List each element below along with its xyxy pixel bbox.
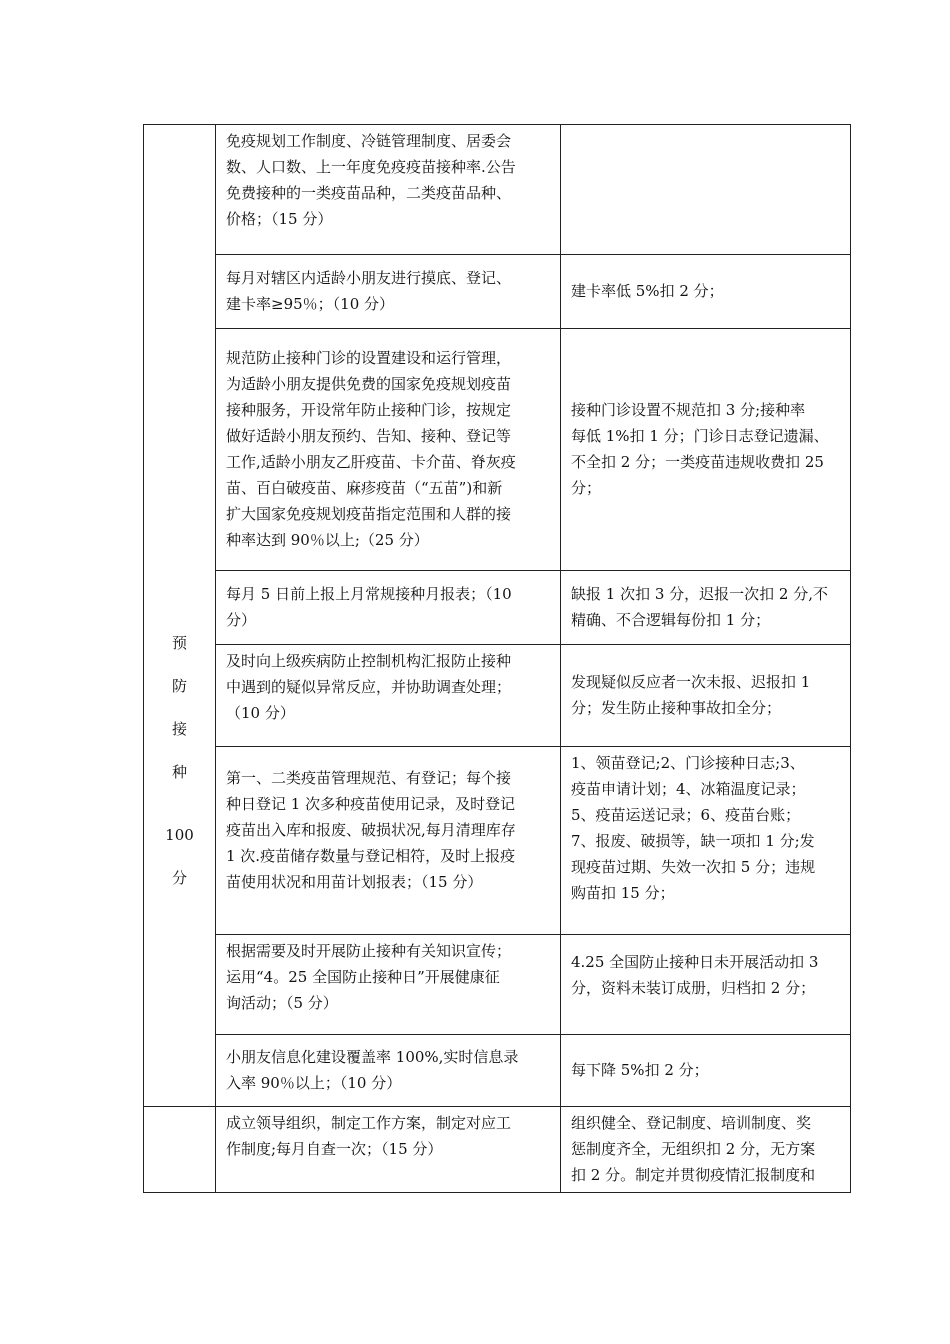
category-score: 100 — [165, 825, 194, 844]
requirement-cell: 规范防止接种门诊的设置建设和运行管理， 为适龄小朋友提供免费的国家免疫规划疫苗 接种服务，开设常年防止接种门诊，按规定 做好适龄小朋友预约、告知、接种、登记等 工作,适龄小朋友乙肝疫苗、卡介苗、脊灰疫 苗、百白破疫苗、麻疹疫苗（“五苗”)和新 扩大国家免疫规划疫苗指定范围和人群的接 种率达到 90％以上;（25 分） — [216, 329, 561, 571]
category-cell — [144, 1107, 216, 1193]
requirement-cell: 每月对辖区内适龄小朋友进行摸底、登记、 建卡率≥95％；（10 分） — [216, 255, 561, 329]
requirement-cell: 免疫规划工作制度、冷链管理制度、居委会 数、人口数、上一年度免疫疫苗接种率.公告 免费接种的一类疫苗品种，二类疫苗品种、 价格；（15 分） — [216, 125, 561, 255]
deduction-cell: 建卡率低 5%扣 2 分； — [561, 255, 851, 329]
deduction-cell: 组织健全、登记制度、培训制度、奖 惩制度齐全，无组织扣 2 分，无方案 扣 2 分。制定并贯彻疫情汇报制度和 — [561, 1107, 851, 1193]
requirement-cell: 成立领导组织，制定工作方案，制定对应工 作制度;每月自查一次；（15 分） — [216, 1107, 561, 1193]
table-row — [144, 747, 851, 935]
deduction-cell: 发现疑似反应者一次未报、迟报扣 1 分；发生防止接种事故扣全分； — [561, 645, 851, 747]
deduction-cell: 缺报 1 次扣 3 分，迟报一次扣 2 分,不 精确、不合逻辑每份扣 1 分； — [561, 571, 851, 645]
category-char: 种 — [171, 762, 187, 781]
category-char: 接 — [171, 719, 187, 738]
table-row — [144, 1035, 851, 1107]
requirement-cell: 及时向上级疾病防止控制机构汇报防止接种 中遇到的疑似异常反应，并协助调查处理； （10 分） — [216, 645, 561, 747]
table-row — [144, 329, 851, 571]
table-row — [144, 255, 851, 329]
deduction-cell: 1、领苗登记;2、门诊接种日志;3、 疫苗申请计划；4、冰箱温度记录； 5、疫苗运送记录；6、疫苗台账； 7、报废、破损等，缺一项扣 1 分;发 现疫苗过期、失效一次扣 5 分；违规 购苗扣 15 分； — [561, 747, 851, 935]
requirement-cell: 根据需要及时开展防止接种有关知识宣传； 运用“4。25 全国防止接种日”开展健康征 询活动；（5 分） — [216, 935, 561, 1035]
category-score-unit: 分 — [171, 868, 187, 887]
table-row — [144, 125, 851, 255]
deduction-cell: 接种门诊设置不规范扣 3 分;接种率 每低 1%扣 1 分；门诊日志登记遗漏、 不全扣 2 分；一类疫苗违规收费扣 25 分； — [561, 329, 851, 571]
table-row — [144, 571, 851, 645]
table-row — [144, 645, 851, 747]
requirement-cell: 第一、二类疫苗管理规范、有登记；每个接 种日登记 1 次多种疫苗使用记录，及时登记 疫苗出入库和报废、破损状况,每月清理库存 1 次.疫苗储存数量与登记相符，及时上报疫 苗使用状况和用苗计划报表；（15 分） — [216, 747, 561, 935]
table-row — [144, 935, 851, 1035]
table-row — [144, 1107, 851, 1193]
requirement-cell: 每月 5 日前上报上月常规接种月报表；（10 分） — [216, 571, 561, 645]
deduction-cell: 4.25 全国防止接种日未开展活动扣 3 分，资料未装订成册，归档扣 2 分； — [561, 935, 851, 1035]
deduction-cell: 每下降 5%扣 2 分； — [561, 1035, 851, 1107]
deduction-cell — [561, 125, 851, 255]
category-char: 预 — [171, 633, 187, 652]
requirement-cell: 小朋友信息化建设覆盖率 100%,实时信息录 入率 90％以上；（10 分） — [216, 1035, 561, 1107]
scoring-table — [143, 124, 851, 1193]
category-cell — [144, 125, 216, 1107]
category-char: 防 — [171, 676, 187, 695]
